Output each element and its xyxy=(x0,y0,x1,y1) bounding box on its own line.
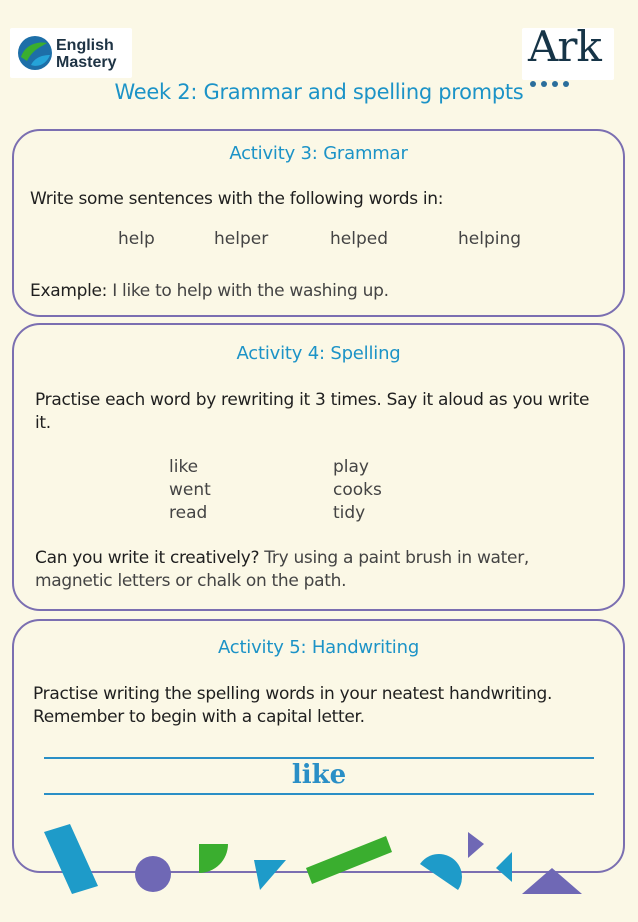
decorative-shapes xyxy=(0,810,638,922)
purple-circle-shape xyxy=(135,856,171,892)
green-bar-shape xyxy=(306,836,392,884)
handwriting-bottom-line xyxy=(44,793,594,795)
activity-5-title: Activity 5: Handwriting xyxy=(217,637,420,658)
handwriting-top-line xyxy=(44,757,594,759)
example-text: I like to help with the washing up. xyxy=(107,281,389,301)
purple-small-triangle-shape xyxy=(468,832,484,858)
activity-4-box xyxy=(12,323,625,611)
activity-3-example xyxy=(30,281,389,301)
blue-triangle-shape xyxy=(254,860,286,890)
activity-3-box xyxy=(12,129,625,317)
ark-logo-text: Ark xyxy=(528,22,601,71)
activity-3-instruction: Write some sentences with the following words in: xyxy=(30,189,444,209)
word-tidy: tidy xyxy=(333,503,366,523)
blue-semicircle-shape xyxy=(420,854,462,890)
green-quarter-circle-shape xyxy=(199,844,228,873)
english-mastery-logo xyxy=(10,28,132,78)
word-helping: helping xyxy=(458,229,522,249)
example-label: Example: xyxy=(30,281,108,301)
word-helper: helper xyxy=(214,229,269,249)
globe-icon xyxy=(17,35,53,71)
activity-4-creative xyxy=(35,547,575,593)
word-help: help xyxy=(118,229,155,249)
activity-3-title: Activity 3: Grammar xyxy=(229,143,408,164)
word-play: play xyxy=(333,457,369,477)
activity-5-instruction: Practise writing the spelling words in your neatest handwriting. Remember to begin with a capital letter. xyxy=(33,684,553,727)
purple-triangle-shape xyxy=(522,868,582,894)
blue-small-triangle-shape xyxy=(496,852,512,882)
creative-text: Try using a paint brush in water, magnetic letters or chalk on the path. xyxy=(35,548,529,591)
word-went: went xyxy=(169,480,211,500)
english-mastery-text: English Mastery xyxy=(56,37,117,71)
activity-4-title: Activity 4: Spelling xyxy=(236,343,401,364)
creative-label: Can you write it creatively? xyxy=(35,548,260,568)
page-title: Week 2: Grammar and spelling prompts xyxy=(114,80,524,104)
word-helped: helped xyxy=(330,229,388,249)
word-cooks: cooks xyxy=(333,480,382,500)
word-like: like xyxy=(169,457,199,477)
blue-parallelogram-shape xyxy=(44,824,98,894)
handwriting-sample-word: like xyxy=(291,760,347,790)
ark-logo xyxy=(522,22,614,80)
word-read: read xyxy=(169,503,208,523)
activity-4-instruction: Practise each word by rewriting it 3 times. Say it aloud as you write it. xyxy=(35,390,590,433)
